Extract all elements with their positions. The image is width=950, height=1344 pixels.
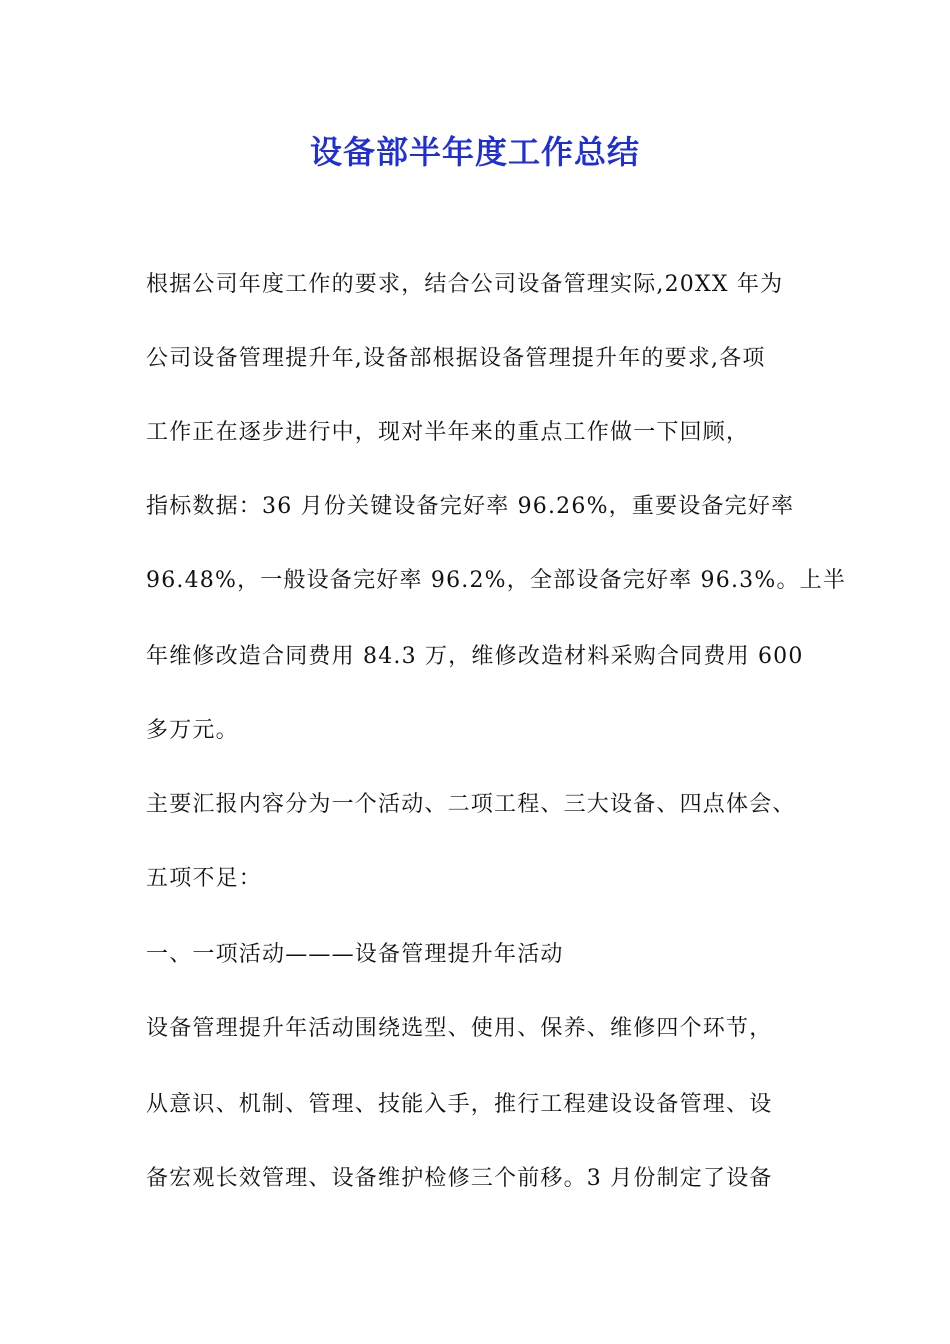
body-line: 多万元。 — [146, 718, 239, 743]
body-line: 根据公司年度工作的要求，结合公司设备管理实际,20XX 年为 — [146, 272, 784, 297]
body-line: 指标数据：36 月份关键设备完好率 96.26%，重要设备完好率 — [146, 494, 795, 519]
body-line: 五项不足： — [146, 866, 263, 891]
body-line: 公司设备管理提升年,设备部根据设备管理提升年的要求,各项 — [146, 346, 766, 371]
document-title: 设备部半年度工作总结 — [309, 133, 640, 171]
body-line: 从意识、机制、管理、技能入手，推行工程建设设备管理、设 — [146, 1092, 773, 1117]
body-line: 设备管理提升年活动围绕选型、使用、保养、维修四个环节， — [146, 1016, 773, 1041]
body-line: 年维修改造合同费用 84.3 万，维修改造材料采购合同费用 600 — [146, 644, 804, 669]
section-heading: 一、一项活动———设备管理提升年活动 — [146, 942, 564, 967]
body-line: 主要汇报内容分为一个活动、二项工程、三大设备、四点体会、 — [146, 792, 796, 817]
body-line: 备宏观长效管理、设备维护检修三个前移。3 月份制定了设备 — [146, 1166, 773, 1191]
body-line: 96.48%，一般设备完好率 96.2%，全部设备完好率 96.3%。上半 — [146, 568, 847, 593]
body-line: 工作正在逐步进行中，现对半年来的重点工作做一下回顾， — [146, 420, 750, 445]
